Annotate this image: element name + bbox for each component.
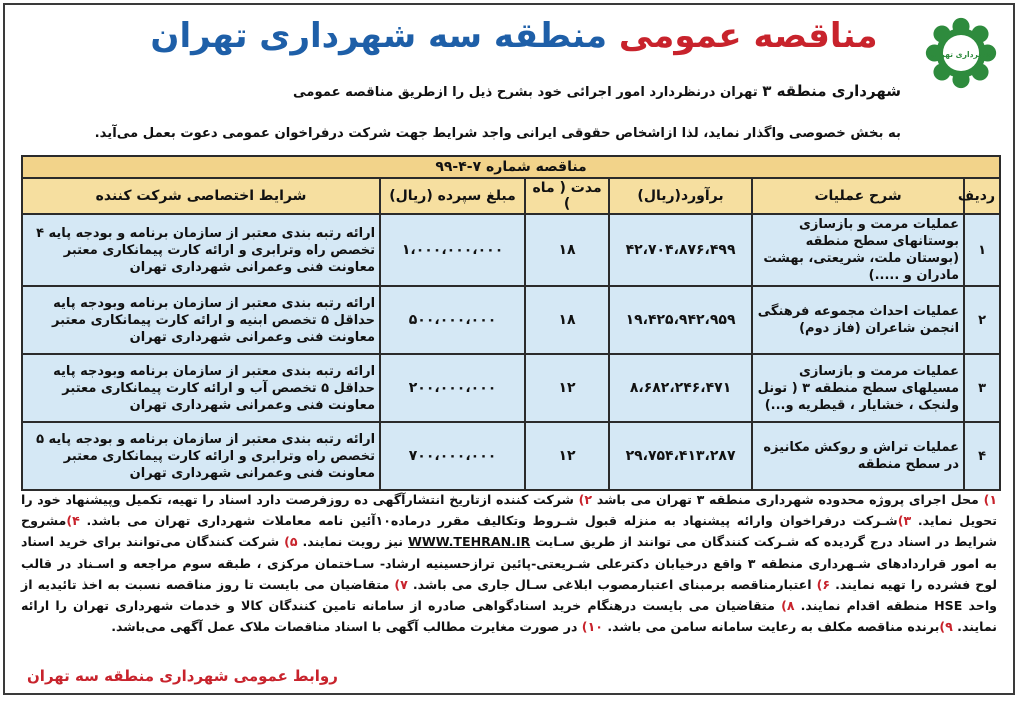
row-duration: ۱۲: [525, 422, 609, 490]
row-conditions: ارائه رتبه بندی معتبر از سازمان برنامه و بودجه پایه ۴ تخصص راه وترابری و ارائه کارت پیمانکاری معتبر معاونت فنی وعمرانی شهرداری تهران: [22, 214, 380, 286]
note-number: ۳): [897, 513, 912, 529]
note-text: برنده مناقصه مکلف به رعایت سامانه سامن می باشد.: [602, 619, 940, 635]
table-row: [22, 286, 1000, 354]
row-conditions: ارائه رتبه بندی معتبر از سازمان برنامه وبودجه پایه حداقل ۵ تخصص آب و ارائه کارت پیمانکاری معتبر معاونت فنی وعمرانی شهرداری تهران: [22, 354, 380, 422]
note-number: ۵): [284, 534, 298, 550]
note-text: شـرکت درفراخوان وارائه پیشنهاد به منزله قبول شـروط وتکالیف مقرر درماده۱۰آئین نامه معاملات شهرداری تهران می باشد.: [79, 513, 898, 529]
row-deposit: ۲۰۰،۰۰۰،۰۰۰: [380, 354, 525, 422]
note-number: ۲): [578, 492, 593, 507]
row-estimate: ۱۹،۴۲۵،۹۴۲،۹۵۹: [609, 286, 752, 354]
tender-notice: [3, 3, 1015, 695]
row-deposit: ۵۰۰،۰۰۰،۰۰۰: [380, 286, 525, 354]
intro-lead: شهرداری منطقه ۳: [762, 82, 901, 100]
tehran-municipality-logo-icon: [923, 15, 999, 91]
note-text: نیز رویت نمایند.: [297, 534, 408, 550]
intro-text-1: تهران درنظردارد امور اجرائی خود بشرح ذیل را ازطریق مناقصه عمومی: [292, 85, 763, 100]
row-description: عملیات احداث مجموعه فرهنگی انجمن شاعران (فاز دوم): [752, 286, 964, 354]
row-duration: ۱۲: [525, 354, 609, 422]
note-text: مشروح شرایط در اسناد درج گردیده که شـرکت کنندگان می توانند از طریق سـایت: [21, 513, 997, 550]
note-number: ۷): [394, 576, 408, 592]
note-number: ۹): [939, 619, 953, 635]
header-conditions: شرایط اختصاصی شرکت کننده: [22, 178, 380, 214]
row-duration: ۱۸: [525, 214, 609, 286]
header-estimate: برآورد(ریال): [609, 178, 752, 214]
logo-text: شهرداری تهران: [931, 49, 991, 59]
intro-line-2: به بخش خصوصی واگذار نماید، لذا ازاشخاص حقوقی ایرانی واجد شرایط جهت شرکت درفراخوان عمومی دعوت بعمل می‌آید.: [94, 126, 901, 141]
title-part-2: منطقه سه شهرداری تهران: [150, 16, 608, 56]
note-text: اعتبارمناقصه برمبنای اعتبارمصوب ابلاغی سـال جاری می باشد.: [407, 576, 817, 592]
table-row: [22, 422, 1000, 490]
note-text: متقاضیان می بایست تا روز مناقصه نسبت به اخذ تائیدیه از واحد HSE منطقه اقدام نمایند.: [21, 576, 997, 614]
row-number: ۴: [964, 422, 1000, 490]
tender-table: [21, 155, 1001, 491]
row-estimate: ۸،۶۸۲،۲۴۶،۴۷۱: [609, 354, 752, 422]
header-row-no: ردیف: [964, 178, 1000, 214]
note-text: شرکت کنندگان می‌توانند برای خرید اسناد به امور قراردادهای شـهرداری منطقه ۳ واقع درخیابان دکترعلی شـریعتی-پائین ترازحسینیه ارشاد- سـاختمان مرکزی ، طبقه سوم مراجعه و اسـناد در قالب لوح فشرده را تهیه نمایند.: [21, 534, 998, 592]
row-number: ۳: [964, 354, 1000, 422]
tender-number: مناقصه شماره ۷-۴-۹۹: [22, 156, 1000, 178]
page-title: [125, 7, 903, 65]
note-text: در صورت مغایرت مطالب آگهی با اسناد مناقصات ملاک عمل آگهی می‌باشد.: [111, 619, 582, 635]
row-duration: ۱۸: [525, 286, 609, 354]
row-description: عملیات مرمت و بازسازی مسیلهای سطح منطقه ۳ ( تونل ولنجک ، خشایار ، قیطریه و...): [752, 354, 964, 422]
note-text: متقاضیان می بایست درهنگام خرید اسنادگواهی صادره از سامانه تامین کنندگان کالا و خدمات شهرداری تهران را ارائه نمایند.: [21, 598, 997, 635]
public-relations-footer: روابط عمومی شهرداری منطقه سه تهران: [27, 667, 338, 685]
note-text: محل اجرای پروژه محدوده شهرداری منطقه ۳ تهران می باشد: [592, 492, 984, 507]
row-number: ۲: [964, 286, 1000, 354]
row-description: عملیات تراش و روکش مکانیزه در سطح منطقه: [752, 422, 964, 490]
row-deposit: ۱،۰۰۰،۰۰۰،۰۰۰: [380, 214, 525, 286]
note-number: ۱۰): [581, 619, 603, 635]
website-link[interactable]: WWW.TEHRAN.IR: [407, 534, 531, 550]
row-conditions: ارائه رتبه بندی معتبر از سازمان برنامه و بودجه پایه ۵ تخصص راه وترابری و ارائه کارت پیمانکاری معتبر معاونت فنی وعمرانی شهرداری تهران: [22, 422, 380, 490]
table-row: [22, 214, 1000, 286]
note-text: شرکت کننده ازتاریخ انتشارآگهی ده روزفرصت دارد اسناد را تهیه، تکمیل وپیشنهاد خود را تحویل نماید.: [21, 492, 997, 529]
header-duration: مدت ( ماه ): [525, 178, 609, 214]
note-number: ۶): [816, 576, 831, 592]
row-estimate: ۲۹،۷۵۴،۴۱۳،۲۸۷: [609, 422, 752, 490]
note-number: ۸): [781, 598, 795, 614]
note-number: ۴): [66, 513, 80, 529]
table-row: [22, 354, 1000, 422]
row-deposit: ۷۰۰،۰۰۰،۰۰۰: [380, 422, 525, 490]
row-estimate: ۴۲،۷۰۴،۸۷۶،۴۹۹: [609, 214, 752, 286]
header-deposit: مبلغ سپرده (ریال): [380, 178, 525, 214]
row-conditions: ارائه رتبه بندی معتبر از سازمان برنامه وبودجه پایه حداقل ۵ تخصص ابنیه و ارائه کارت پیمانکاری معتبر معاونت فنی وعمرانی شهرداری تهران: [22, 286, 380, 354]
conditions-notes: [21, 489, 997, 637]
title-part-1: مناقصه عمومی: [618, 16, 878, 56]
row-number: ۱: [964, 214, 1000, 286]
note-number: ۱): [983, 492, 998, 507]
header-description: شرح عملیات: [752, 178, 964, 214]
intro-line-1: [155, 81, 901, 103]
row-description: عملیات مرمت و بازسازی بوستانهای سطح منطقه (بوستان ملت، شریعتی، بهشت مادران و .....): [752, 214, 964, 286]
